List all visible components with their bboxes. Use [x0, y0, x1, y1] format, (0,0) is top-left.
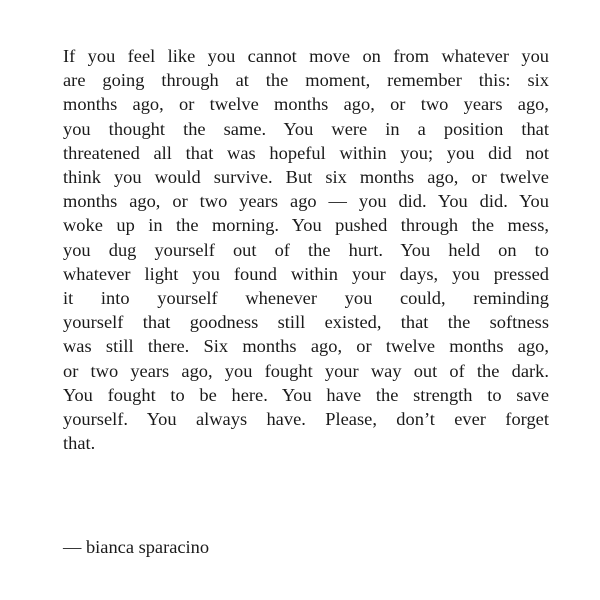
- quote-line: it into yourself whenever you could, reminding: [63, 288, 549, 309]
- quote-line: yourself that goodness still existed, that the softness: [63, 312, 549, 333]
- quote-line: You fought to be here. You have the strength to save: [63, 384, 549, 405]
- quote-line: that.: [63, 433, 96, 454]
- quote-line: yourself. You always have. Please, don’t ever forget: [63, 409, 549, 430]
- quote-text: [63, 44, 549, 455]
- quote-line: If you feel like you cannot move on from whatever you: [63, 46, 549, 66]
- quote-line: or two years ago, you fought your way out of the dark.: [63, 360, 549, 381]
- quote-line: think you would survive. But six months ago, or twelve: [63, 167, 549, 188]
- quote-line: threatened all that was hopeful within you; you did not: [63, 142, 549, 163]
- author-attribution: — bianca sparacino: [63, 537, 210, 557]
- quote-line: you dug yourself out of the hurt. You held on to: [63, 239, 549, 260]
- quote-line: was still there. Six months ago, or twelve months ago,: [63, 336, 549, 357]
- quote-line: are going through at the moment, remember this: six: [63, 70, 549, 91]
- quote-line: months ago, or twelve months ago, or two years ago,: [63, 94, 549, 115]
- quote-line: months ago, or two years ago — you did. You did. You: [63, 191, 549, 212]
- quote-line: whatever light you found within your days, you pressed: [63, 263, 549, 284]
- quote-line: woke up in the morning. You pushed through the mess,: [63, 215, 549, 236]
- quote-line: you thought the same. You were in a position that: [63, 118, 549, 139]
